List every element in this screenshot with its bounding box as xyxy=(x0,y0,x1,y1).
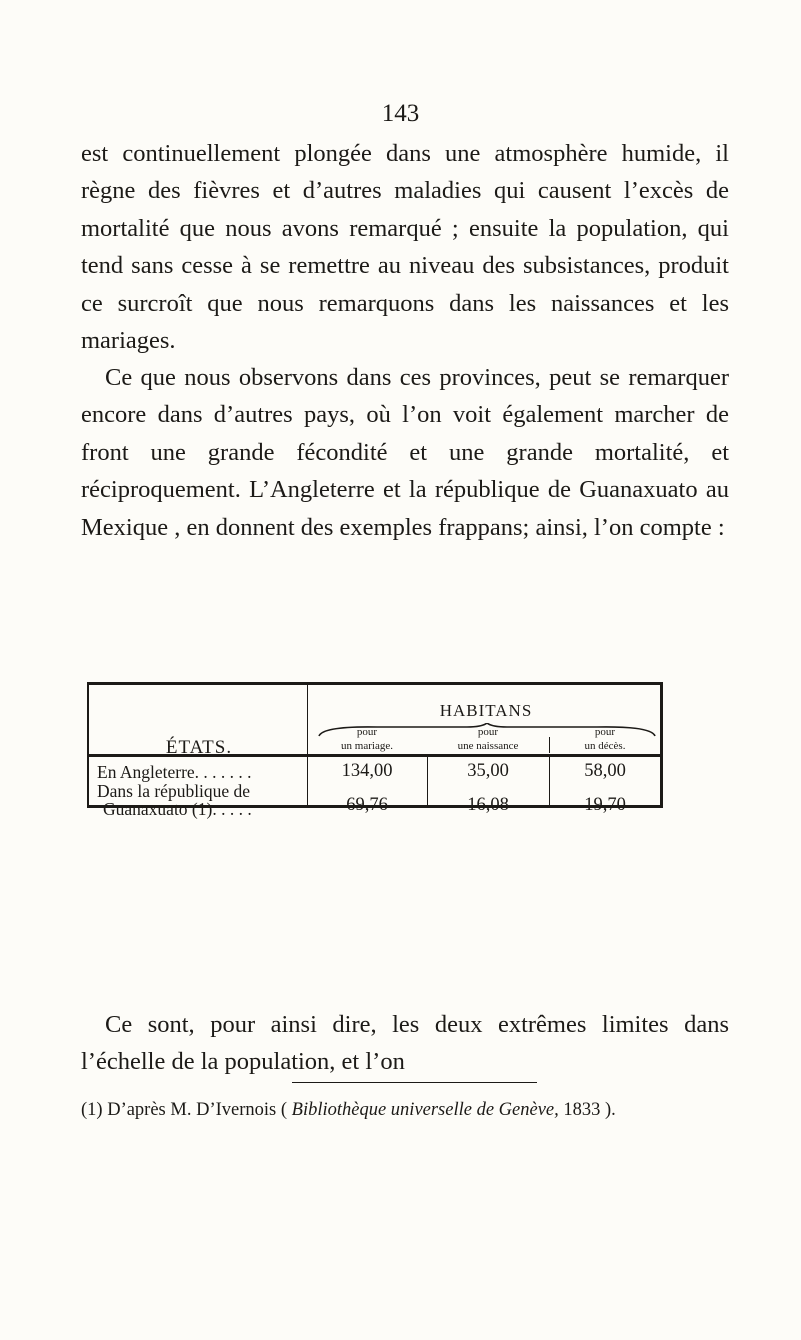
subheader-death-line2: un décès. xyxy=(584,740,626,752)
cell-england-birth: 35,00 xyxy=(467,761,509,781)
paragraph-1: est continuellement plongée dans une atmosphère humide, il règne des fièvres et d’autres maladies qui causent l’excès de mortalité que nous avons remarqué ; ensuite la population, qui tend sans cesse à se remettre au niveau des subsistances, produit ce surcroît que nous remarquons dans les naissances et les mariages. xyxy=(81,140,729,355)
paragraph-3-text: Ce sont, pour ainsi dire, les deux extrêmes limites dans l’échelle de la population, et l’on xyxy=(81,1011,729,1076)
cell-guanaxuato-marriage: 69,76 xyxy=(346,795,388,815)
cell-guanaxuato-birth: 16,08 xyxy=(467,795,509,815)
footnote-rule xyxy=(292,1082,537,1083)
footnote-text-before: D’après M. D’Ivernois ( xyxy=(102,1100,292,1120)
row-label-guanaxuato-2: Guanaxuato (1). . . . . xyxy=(103,799,252,819)
footnote-marker: (1) xyxy=(81,1100,103,1120)
page-number: 143 xyxy=(381,100,420,127)
cell-england-death: 58,00 xyxy=(584,761,626,781)
paragraph-2 xyxy=(81,359,729,546)
paragraph-3 xyxy=(81,1006,729,1081)
subheader-birth-line2: une naissance xyxy=(457,740,519,752)
row-label-guanaxuato-1: Dans la république de xyxy=(97,781,251,801)
subheader-birth-line1: pour xyxy=(477,726,499,738)
footnote xyxy=(81,1098,729,1122)
header-states: ÉTATS. xyxy=(165,737,233,758)
header-inhabitants: HABITANS xyxy=(439,701,533,720)
subheader-death-line1: pour xyxy=(594,726,616,738)
subheader-marriage xyxy=(307,725,427,753)
subheader-death xyxy=(549,725,661,753)
cell-guanaxuato-death: 19,70 xyxy=(584,795,626,815)
cell-england-marriage: 134,00 xyxy=(341,761,393,781)
subheader-birth xyxy=(427,725,549,753)
row-label-england: En Angleterre. . . . . . . xyxy=(97,762,252,782)
paragraph-2-text: Ce que nous observons dans ces provinces, peut se remarquer encore dans d’autres pays, où l’on voit également marcher de front une grande fécondité et une grande mortalité, et réciproquement. L’Angleterre et la république de Guanaxuato au Mexique , en donnent des exemples frappans; ainsi, l’on compte : xyxy=(81,364,729,541)
subheader-marriage-line2: un mariage. xyxy=(341,740,393,752)
footnote-text-after: 1833 ). xyxy=(558,1100,616,1120)
statistics-table xyxy=(87,682,663,819)
subheader-marriage-line1: pour xyxy=(356,726,378,738)
footnote-title: Bibliothèque universelle de Genève, xyxy=(291,1100,559,1120)
